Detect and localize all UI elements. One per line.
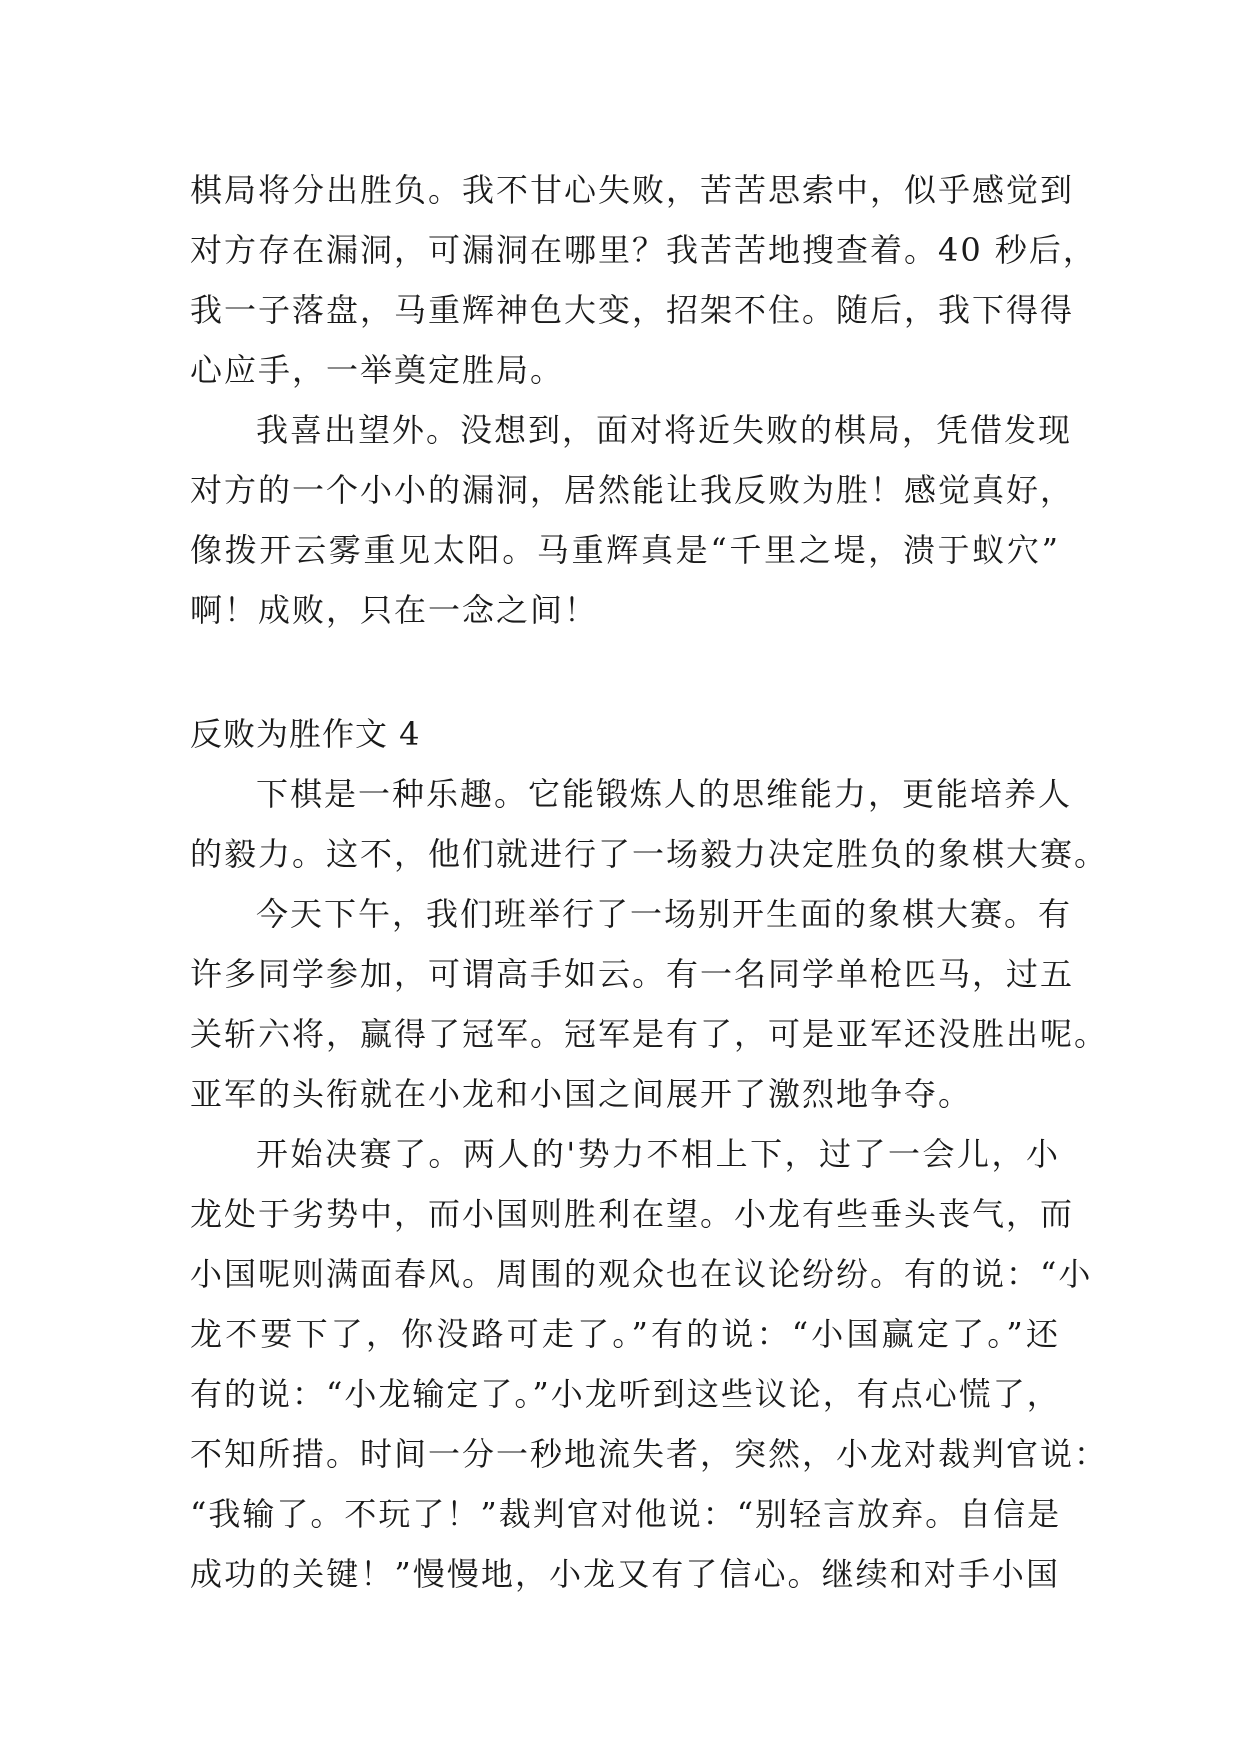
text-line: 像拨开云雾重见太阳。马重辉真是“千里之堤，溃于蚁穴” xyxy=(190,531,1060,569)
text-line: 今天下午，我们班举行了一场别开生面的象棋大赛。有 xyxy=(256,895,1073,933)
text-line: 关斩六将，赢得了冠军。冠军是有了，可是亚军还没胜出呢。 xyxy=(190,1015,1109,1053)
text-line: 啊！成败，只在一念之间！ xyxy=(190,591,599,629)
text-line: 我一子落盘，马重辉神色大变，招架不住。随后，我下得得 xyxy=(190,291,1075,329)
text-line: 下棋是一种乐趣。它能锻炼人的思维能力，更能培养人 xyxy=(256,775,1073,813)
text-line: 成功的关键！”慢慢地，小龙又有了信心。继续和对手小国 xyxy=(190,1555,1060,1593)
paragraph xyxy=(190,1124,1109,1604)
text-line: 亚军的头衔就在小龙和小国之间展开了激烈地争夺。 xyxy=(190,1075,973,1113)
section-title: 反败为胜作文 4 xyxy=(190,715,421,753)
text-line: 有的说：“小龙输定了。”小龙听到这些议论，有点心慌了， xyxy=(190,1375,1061,1413)
text-line: 我喜出望外。没想到，面对将近失败的棋局，凭借发现 xyxy=(256,411,1073,449)
text-line: “我输了。不玩了！”裁判官对他说：“别轻言放弃。自信是 xyxy=(190,1495,1062,1533)
text-line: 小国呢则满面春风。周围的观众也在议论纷纷。有的说：“小 xyxy=(190,1255,1093,1293)
text-line: 许多同学参加，可谓高手如云。有一名同学单枪匹马，过五 xyxy=(190,955,1075,993)
paragraph xyxy=(190,400,1075,640)
section-gap xyxy=(190,640,1060,704)
paragraph xyxy=(190,160,1097,400)
text-line: 心应手，一举奠定胜局。 xyxy=(190,351,565,389)
text-line: 开始决赛了。两人的'势力不相上下，过了一会儿，小 xyxy=(256,1135,1060,1173)
text-line: 的毅力。这不，他们就进行了一场毅力决定胜负的象棋大赛。 xyxy=(190,835,1109,873)
text-line: 对方的一个小小的漏洞，居然能让我反败为胜！感觉真好， xyxy=(190,471,1075,509)
text-line: 龙处于劣势中，而小国则胜利在望。小龙有些垂头丧气，而 xyxy=(190,1195,1075,1233)
document-page xyxy=(190,160,1109,1604)
text-line: 不知所措。时间一分一秒地流失者，突然，小龙对裁判官说： xyxy=(190,1435,1109,1473)
text-line: 棋局将分出胜负。我不甘心失败，苦苦思索中，似乎感觉到 xyxy=(190,171,1075,209)
paragraph xyxy=(190,764,1109,884)
text-line: 对方存在漏洞，可漏洞在哪里？我苦苦地搜查着。40 秒后， xyxy=(190,231,1097,269)
text-line: 龙不要下了，你没路可走了。”有的说：“小国赢定了。”还 xyxy=(190,1315,1060,1353)
paragraph xyxy=(190,884,1109,1124)
